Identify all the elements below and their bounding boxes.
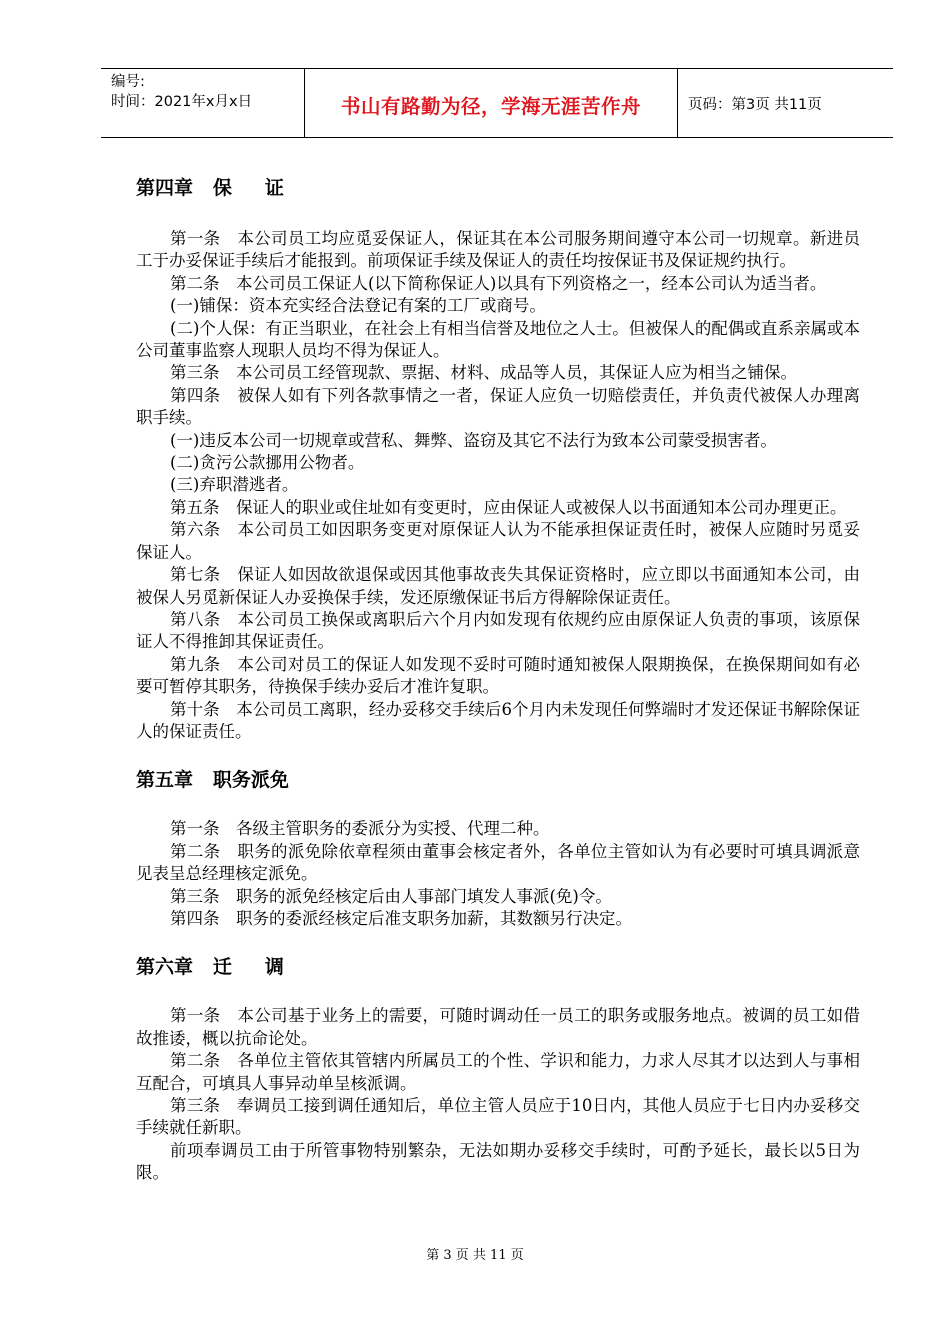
section-spacer xyxy=(136,743,860,768)
chapter-6-paragraph: 第二条 各单位主管依其管辖内所属员工的个性、学识和能力，力求人尽其才以达到人与事相互配合，可填具人事异动单呈核派调。 xyxy=(136,1051,860,1093)
chapter-5-paragraph: 第二条 职务的派免除依章程须由董事会核定者外，各单位主管如认为有必要时可填具调派意见表呈总经理核定派免。 xyxy=(136,841,860,884)
chapter-6-paragraph: 第一条 本公司基于业务上的需要，可随时调动任一员工的职务或服务地点。被调的员工如借故推诿，概以抗命论处。 xyxy=(136,1006,860,1048)
header-motto: 书山有路勤为径，学海无涯苦作舟 xyxy=(340,95,641,118)
chapter-5-paragraph: 第三条 职务的派免经核定后由人事部门填发人事派(免)令。 xyxy=(170,886,612,906)
chapter-4-paragraph: 第十条 本公司员工离职，经办妥移交手续后6个月内未发现任何弊端时才发还保证书解除保证人的保证责任。 xyxy=(136,699,860,741)
header-page-label: 页码：第3页 共11页 xyxy=(688,96,822,113)
chapter-4-paragraph: 第六条 本公司员工如因职务变更对原保证人认为不能承担保证责任时，被保人应随时另觅妥保证人。 xyxy=(136,520,860,562)
chapter-4-paragraph: 第五条 保证人的职业或住址如有变更时，应由保证人或被保人以书面通知本公司办理更正。 xyxy=(170,497,847,517)
chapter-4-body xyxy=(136,228,860,743)
chapter-5-paragraph: 第四条 职务的委派经核定后准支职务加薪，其数额另行决定。 xyxy=(170,908,632,928)
chapter-4-paragraph: 第四条 被保人如有下列各款事情之一者，保证人应负一切赔偿责任，并负责代被保人办理离职手续。 xyxy=(136,385,860,428)
chapter-4-paragraph: (一)违反本公司一切规章或营私、舞弊、盗窃及其它不法行为致本公司蒙受损害者。 xyxy=(170,430,777,450)
chapter-5-title: 第五章 职务派免 xyxy=(136,769,289,792)
header-info-cell xyxy=(101,69,304,137)
chapter-6-body xyxy=(136,1005,860,1184)
chapter-4-paragraph: (二)个人保：有正当职业，在社会上有相当信誉及地位之人士。但被保人的配偶或直系亲属或本公司董事监察人现职人员均不得为保证人。 xyxy=(136,318,860,361)
chapter-4-paragraph: 第七条 保证人如因故欲退保或因其他事故丧失其保证资格时，应立即以书面通知本公司，由被保人另觅新保证人办妥换保手续，发还原缴保证书后方得解除保证责任。 xyxy=(136,565,860,607)
chapter-4-title: 第四章 保 证 xyxy=(136,177,284,199)
footer-page-number: 第 3 页 共 11 页 xyxy=(426,1248,524,1263)
header-page-cell xyxy=(678,69,893,137)
chapter-5-paragraph: 第一条 各级主管职务的委派分为实授、代理二种。 xyxy=(170,819,550,839)
document-number-label: 编号: xyxy=(111,74,145,90)
section-spacer xyxy=(136,930,860,955)
chapter-4-paragraph: 第三条 本公司员工经管现款、票据、材料、成品等人员，其保证人应为相当之铺保。 xyxy=(170,363,797,383)
chapter-4-paragraph: 第八条 本公司员工换保或离职后六个月内如发现有依规约应由原保证人负责的事项，该原保证人不得推卸其保证责任。 xyxy=(136,609,860,652)
chapter-4-paragraph: 第二条 本公司员工保证人(以下简称保证人)以具有下列资格之一，经本公司认为适当者。 xyxy=(170,273,827,293)
chapter-4-paragraph: 第一条 本公司员工均应觅妥保证人，保证其在本公司服务期间遵守本公司一切规章。新进员工于办妥保证手续后才能报到。前项保证手续及保证人的责任均按保证书及保证规约执行。 xyxy=(136,229,860,271)
document-header xyxy=(101,68,893,138)
chapter-4-paragraph: 第九条 本公司对员工的保证人如发现不妥时可随时通知被保人限期换保，在换保期间如有必要可暂停其职务，待换保手续办妥后才准许复职。 xyxy=(136,654,860,697)
document-time-label: 时间：2021年x月x日 xyxy=(111,94,253,110)
chapter-6-title: 第六章 迁 调 xyxy=(136,956,284,979)
chapter-6-paragraph: 前项奉调员工由于所管事物特别繁杂，无法如期办妥移交手续时，可酌予延长，最长以5日为限。 xyxy=(136,1140,860,1183)
document-body xyxy=(136,176,860,1185)
chapter-4-paragraph: (二)贪污公款挪用公物者。 xyxy=(170,453,365,473)
page-footer xyxy=(0,1244,950,1263)
chapter-4-paragraph: (三)弃职潜逃者。 xyxy=(170,475,299,495)
chapter-4-paragraph: (一)铺保：资本充实经合法登记有案的工厂或商号。 xyxy=(170,296,546,316)
chapter-6-paragraph: 第三条 奉调员工接到调任通知后，单位主管人员应于10日内，其他人员应于七日内办妥移交手续就任新职。 xyxy=(136,1096,860,1138)
header-motto-cell xyxy=(304,69,678,137)
chapter-5-body xyxy=(136,818,860,930)
